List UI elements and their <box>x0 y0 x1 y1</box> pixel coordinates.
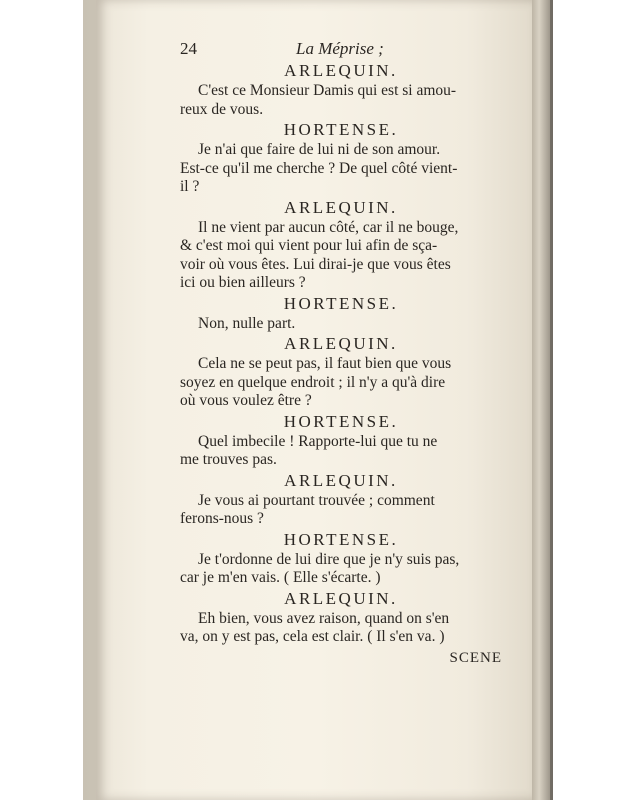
dialogue-block <box>180 293 502 334</box>
page-text <box>180 38 502 667</box>
dialogue-line: Non, nulle part. <box>198 314 296 332</box>
page-header <box>180 38 502 60</box>
dialogue-line: reux de vous. <box>180 100 264 118</box>
speaker-name: ARLEQUIN. <box>284 197 398 217</box>
dialogue-line: Il ne vient par aucun côté, car il ne bouge, <box>198 218 459 236</box>
speaker-name: ARLEQUIN. <box>284 588 398 608</box>
speaker-name: HORTENSE. <box>283 411 399 431</box>
speaker-name: ARLEQUIN. <box>284 470 398 490</box>
dialogue-line: Je vous ai pourtant trouvée ; comment <box>198 491 435 509</box>
dialogue-line: ici ou bien ailleurs ? <box>180 274 306 291</box>
speaker-name: HORTENSE. <box>283 120 399 139</box>
dialogue-line: va, on y est pas, cela est clair. ( Il s'en va. ) <box>180 628 445 645</box>
speaker-name: ARLEQUIN. <box>284 334 398 353</box>
dialogue-block <box>180 333 502 411</box>
page-number: 24 <box>180 39 197 58</box>
dialogue-line: Eh bien, vous avez raison, quand on s'en <box>198 609 450 627</box>
dialogue-line: me trouves pas. <box>180 451 277 468</box>
dialogue-line: Cela ne se peut pas, il faut bien que vous <box>198 355 452 372</box>
speaker-name: HORTENSE. <box>283 529 399 549</box>
dialogue-block <box>180 470 502 529</box>
dialogue-line: Je t'ordonne de lui dire que je n'y suis pas, <box>198 550 460 568</box>
dialogue-block <box>180 119 502 197</box>
catchword: SCENE <box>449 649 502 666</box>
dialogue-line: & c'est moi qui vient pour lui afin de sça- <box>180 237 438 254</box>
dialogue-line: il ? <box>180 178 200 195</box>
dialogue-line: Quel imbecile ! Rapporte-lui que tu ne <box>198 432 438 450</box>
dialogue-line: Est-ce qu'il me cherche ? De quel côté vient- <box>180 159 458 177</box>
dialogue-block <box>180 197 502 293</box>
dialogue-block <box>180 60 502 119</box>
page-edge <box>532 0 550 800</box>
dialogue-line: ferons-nous ? <box>180 510 264 527</box>
dialogue-line: car je m'en vais. ( Elle s'écarte. ) <box>180 569 381 586</box>
dialogue-line: soyez en quelque endroit ; il n'y a qu'à dire <box>180 373 446 391</box>
dialogue-line: voir où vous êtes. Lui dirai-je que vous êtes <box>180 255 451 273</box>
dialogue-block <box>180 588 502 647</box>
dialogue-block <box>180 411 502 470</box>
speaker-name: HORTENSE. <box>283 293 399 313</box>
speaker-name: ARLEQUIN. <box>284 61 398 80</box>
dialogue-line: C'est ce Monsieur Damis qui est si amou- <box>198 82 457 99</box>
dialogue-block <box>180 529 502 588</box>
running-title: La Méprise ; <box>296 39 384 58</box>
dialogue-line: où vous voulez être ? <box>180 392 312 409</box>
dialogue-line: Je n'ai que faire de lui ni de son amour. <box>198 141 441 158</box>
